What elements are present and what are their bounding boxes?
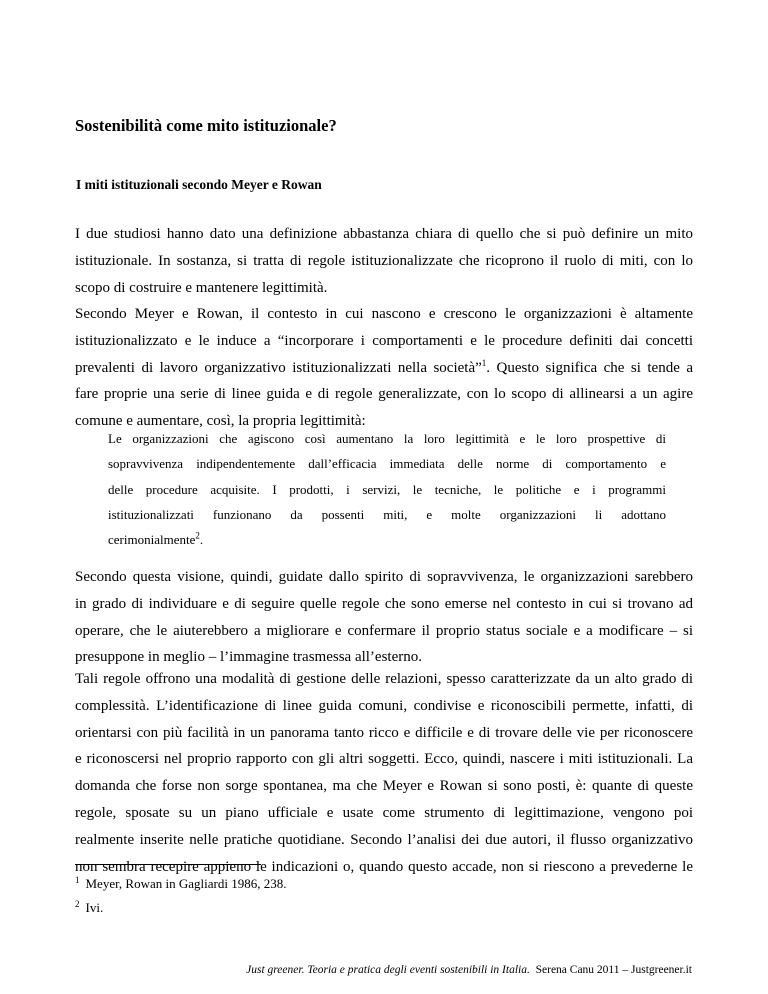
paragraph-1 <box>75 221 693 301</box>
text-line: Tali regole offrono una modalità di gestione delle relazioni, spesso caratterizzate da un alto grado di <box>75 671 693 687</box>
text-line: Secondo Meyer e Rowan, il contesto in cui nascono e crescono le organizzazioni è altamente <box>75 306 693 322</box>
section-heading: I miti istituzionali secondo Meyer e Rowan <box>76 177 322 192</box>
paragraph-3 <box>75 564 693 671</box>
footer-title: Just greener. Teoria e pratica degli eventi sostenibili in Italia. <box>246 964 530 976</box>
text-line: regole, sposate su un piano ufficiale e usate come strumento di legittimazione, vengono poi <box>75 804 693 821</box>
text-segment: . <box>199 532 204 548</box>
footnote-mark: 1 <box>75 874 80 885</box>
document-title: Sostenibilità come mito istituzionale? <box>75 116 337 135</box>
footnote-text: Ivi. <box>85 900 104 915</box>
text-line: presuppone in meglio – l’immagine trasmessa all’esterno. <box>75 649 422 666</box>
text-line: orientarsi con più facilità in un panorama tanto ricco e difficile e di trovare delle vie per riconoscere <box>75 724 693 741</box>
block-quote <box>108 426 666 552</box>
text-line: istituzionale. In sostanza, si tratta di regole istituzionalizzate che ricoprono il ruolo di miti, con lo <box>75 252 693 269</box>
quote-line: Le organizzazioni che agiscono così aumentano la loro legittimità e le loro prospettive di <box>108 431 666 446</box>
page-footer <box>246 964 692 976</box>
paragraph-2 <box>75 301 693 435</box>
text-line: scopo di costruire e mantenere legittimità. <box>75 279 328 296</box>
text-line: e riconoscersi nel proprio rapporto con gli altri soggetti. Ecco, quindi, nascere i miti istituzionali. La <box>75 751 693 768</box>
quote-line: delle procedure acquisite. I prodotti, i servizi, le tecniche, le politiche e i programmi <box>108 481 666 497</box>
text-line: domanda che forse non sorge spontanea, ma che Meyer e Rowan si sono posti, è: quante di queste <box>75 778 693 795</box>
footnote-mark: 2 <box>75 898 80 909</box>
quote-line: istituzionalizzati funzionano da possenti miti, e molte organizzazioni li adottano <box>108 506 666 522</box>
text-line: comune e aumentare, così, la propria legittimità: <box>75 413 366 430</box>
text-segment: . Questo significa che si tende a <box>486 359 694 376</box>
text-line: non sembra recepire appieno le indicazioni o, quando questo accade, non si riescono a prevederne le <box>75 858 693 875</box>
text-segment: cerimonialmente <box>108 532 196 548</box>
quote-line <box>108 527 666 552</box>
text-line: fare proprie una serie di linee guida e di regole generalizzate, con lo scopo di allinearsi a un agire <box>75 386 693 403</box>
footnote-ref: 2 <box>195 530 200 541</box>
text-line: realmente inserite nelle pratiche quotidiane. Secondo l’analisi dei due autori, il flusso organizzativo <box>75 831 693 848</box>
text-segment: prevalenti di lavoro organizzativo istituzionalizzati nella società” <box>75 359 482 376</box>
text-line: istituzionalizzato e le induce a “incorporare i comportamenti e le procedure definiti dai concetti <box>75 332 693 349</box>
footnote-divider <box>75 864 261 865</box>
text-line: complessità. L’identificazione di linee guida comuni, condivise e riconoscibili permette, infatti, di <box>75 697 693 714</box>
quote-line: sopravvivenza indipendentemente dall’efficacia immediata delle norme di comportamento e <box>108 456 666 472</box>
footnote-2 <box>75 900 103 916</box>
text-line: I due studiosi hanno dato una definizione abbastanza chiara di quello che si può definire un mito <box>75 226 693 242</box>
text-line: Secondo questa visione, quindi, guidate dallo spirito di sopravvivenza, le organizzazioni sarebbero <box>75 569 693 585</box>
paragraph-4 <box>75 666 693 880</box>
text-line: operare, che le aiuterebbero a migliorare e confermare il proprio status sociale e a modificare – si <box>75 622 693 639</box>
footnote-1 <box>75 876 286 892</box>
footnote-text: Meyer, Rowan in Gagliardi 1986, 238. <box>85 876 287 891</box>
footer-credit: Serena Canu 2011 – Justgreener.it <box>535 964 692 976</box>
footnote-ref: 1 <box>481 357 487 368</box>
text-line: in grado di individuare e di seguire quelle regole che sono emerse nel contesto in cui si trovano ad <box>75 595 693 612</box>
text-line <box>75 355 693 382</box>
